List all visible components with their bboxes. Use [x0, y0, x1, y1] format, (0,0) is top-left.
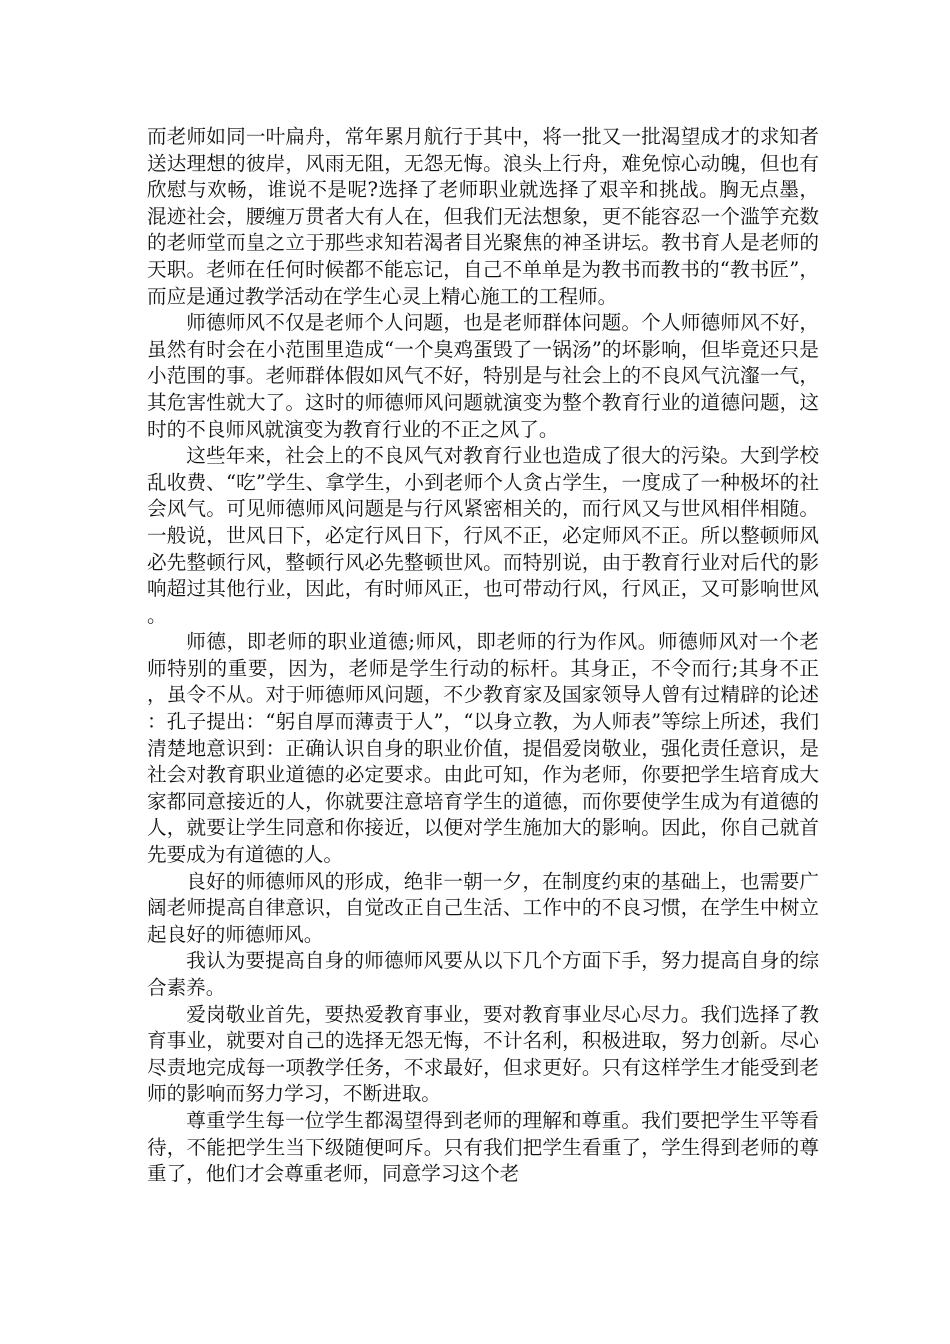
paragraph-1: 而老师如同一叶扁舟，常年累月航行于其中，将一批又一批渴望成才的求知者送达理想的彼岸，风雨无阻，无怨无悔。浪头上行舟，难免惊心动魄，但也有欣慰与欢畅，谁说不是呢?选择了老师职业就选择了艰辛和挑战。胸无点墨，混迹社会，腰缠万贯者大有人在，但我们无法想象，更不能容忍一个滥竽充数的老师堂而皇之立于那些求知若渴者目光聚焦的神圣讲坛。教书育人是老师的天职。老师在任何时候都不能忘记，自己不单单是为教书而教书的“教书匠”，而应是通过教学活动在学生心灵上精心施工的工程师。: [147, 125, 819, 308]
paragraph-5: 良好的师德师风的形成，绝非一朝一夕，在制度约束的基础上，也需要广阔老师提高自律意识，自觉改正自己生活、工作中的不良习惯，在学生中树立起良好的师德师风。: [147, 869, 819, 946]
paragraph-4: 师德，即老师的职业道德;师风，即老师的行为作风。师德师风对一个老师特别的重要，因为，老师是学生行动的标杆。其身正，不令而行;其身不正，虽令不从。对于师德师风问题，不少教育家及国家领导人曾有过精辟的论述：孔子提出：“躬自厚而薄责于人”，“以身立教，为人师表”等综上所述，我们清楚地意识到：正确认识自身的职业价值，提倡爱岗敬业，强化责任意识，是社会对教育职业道德的必定要求。由此可知，作为老师，你要把学生培育成大家都同意接近的人，你就要注意培育学生的道德，而你要使学生成为有道德的人，就要让学生同意和你接近，以便对学生施加大的影响。因此，你自己就首先要成为有道德的人。: [147, 630, 819, 867]
paragraph-3: 这些年来，社会上的不良风气对教育行业也造成了很大的污染。大到学校乱收费、“吃”学生、拿学生，小到老师个人贪占学生，一度成了一种极坏的社会风气。可见师德师风问题是与行风紧密相关的，而行风又与世风相伴相随。一般说，世风日下，必定行风日下，行风不正，必定师风不正。所以整顿师风必先整顿行风，整顿行风必先整顿世风。而特别说，由于教育行业对后代的影响超过其他行业，因此，有时师风正，也可带动行风，行风正，又可影响世风。: [147, 444, 819, 627]
document-body: [147, 124, 819, 1188]
paragraph-6: 我认为要提高自身的师德师风要从以下几个方面下手，努力提高自身的综合素养。: [147, 949, 819, 999]
paragraph-8: 尊重学生每一位学生都渴望得到老师的理解和尊重。我们要把学生平等看待，不能把学生当下级随便呵斥。只有我们把学生看重了，学生得到老师的尊重了，他们才会尊重老师，同意学习这个老: [147, 1108, 819, 1186]
paragraph-7: 爱岗敬业首先，要热爱教育事业，要对教育事业尽心尽力。我们选择了教育事业，就要对自己的选择无怨无悔，不计名利，积极进取，努力创新。尽心尽责地完成每一项教学任务，不求最好，但求更好。只有这样学生才能受到老师的影响而努力学习，不断进取。: [147, 1002, 819, 1106]
paragraph-2: 师德师风不仅是老师个人问题，也是老师群体问题。个人师德师风不好，虽然有时会在小范围里造成“一个臭鸡蛋毁了一锅汤”的坏影响，但毕竟还只是小范围的事。老师群体假如风气不好，特别是与社会上的不良风气沆瀣一气，其危害性就大了。这时的师德师风问题就演变为整个教育行业的道德问题，这时的不良师风就演变为教育行业的不正之风了。: [147, 311, 819, 441]
